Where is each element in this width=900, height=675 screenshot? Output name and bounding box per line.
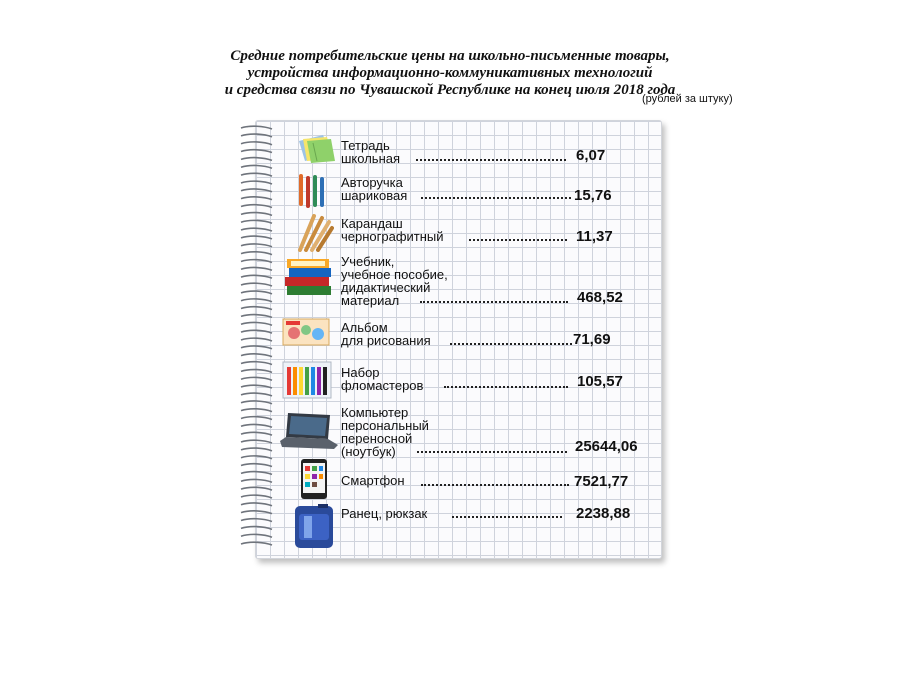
title-line-3: и средства связи по Чувашской Республике на конец июля 2018 года [224, 82, 676, 98]
pens-icon [296, 172, 326, 210]
item-label-sketchbook: Альбом для рисования [341, 320, 431, 348]
value-backpack: 2238,88 [576, 505, 631, 522]
title-line-2: устройства информационно-коммуникативных технологий [247, 65, 653, 81]
leader-dots [420, 301, 568, 303]
title-line-1: Средние потребительские цены на школьно-письменные товары, [230, 48, 670, 64]
value-books: 468,52 [577, 289, 623, 306]
unit-label: (рублей за штуку) [642, 93, 733, 105]
chart-title [150, 48, 750, 99]
item-label-notebook: Тетрадь школьная [341, 138, 401, 166]
value-pencil: 11,37 [576, 228, 613, 245]
leader-dots [452, 516, 562, 518]
item-label-books: Учебник, учебное пособие, дидактический материал [341, 254, 448, 308]
value-markers: 105,57 [577, 373, 623, 390]
sketchbook-icon [282, 318, 330, 346]
leader-dots [469, 239, 567, 241]
item-label-pencil: Карандаш чернографитный [341, 216, 444, 244]
notebook-icon [293, 133, 339, 165]
item-label-smartphone: Смартфон [341, 473, 405, 488]
value-laptop: 25644,06 [575, 438, 638, 455]
laptop-icon [278, 411, 340, 451]
value-pen: 15,76 [574, 187, 612, 204]
item-label-pen: Авторучка шариковая [341, 175, 408, 203]
item-label-laptop: Компьютер персональный переносной (ноутбук) [341, 405, 429, 459]
leader-dots [450, 343, 572, 345]
books-icon [283, 256, 335, 298]
spiral-binding-icon [240, 122, 274, 552]
pencils-icon [294, 214, 334, 252]
leader-dots [417, 451, 567, 453]
leader-dots [421, 197, 571, 199]
markers-icon [282, 361, 332, 399]
leader-dots [444, 386, 568, 388]
value-sketchbook: 71,69 [573, 331, 611, 348]
backpack-icon [290, 502, 338, 550]
leader-dots [416, 159, 566, 161]
smartphone-icon [300, 458, 328, 500]
value-smartphone: 7521,77 [574, 473, 629, 490]
item-label-backpack: Ранец, рюкзак [341, 506, 428, 521]
leader-dots [421, 484, 569, 486]
value-notebook: 6,07 [576, 147, 606, 164]
item-label-markers: Набор фломастеров [341, 365, 424, 393]
